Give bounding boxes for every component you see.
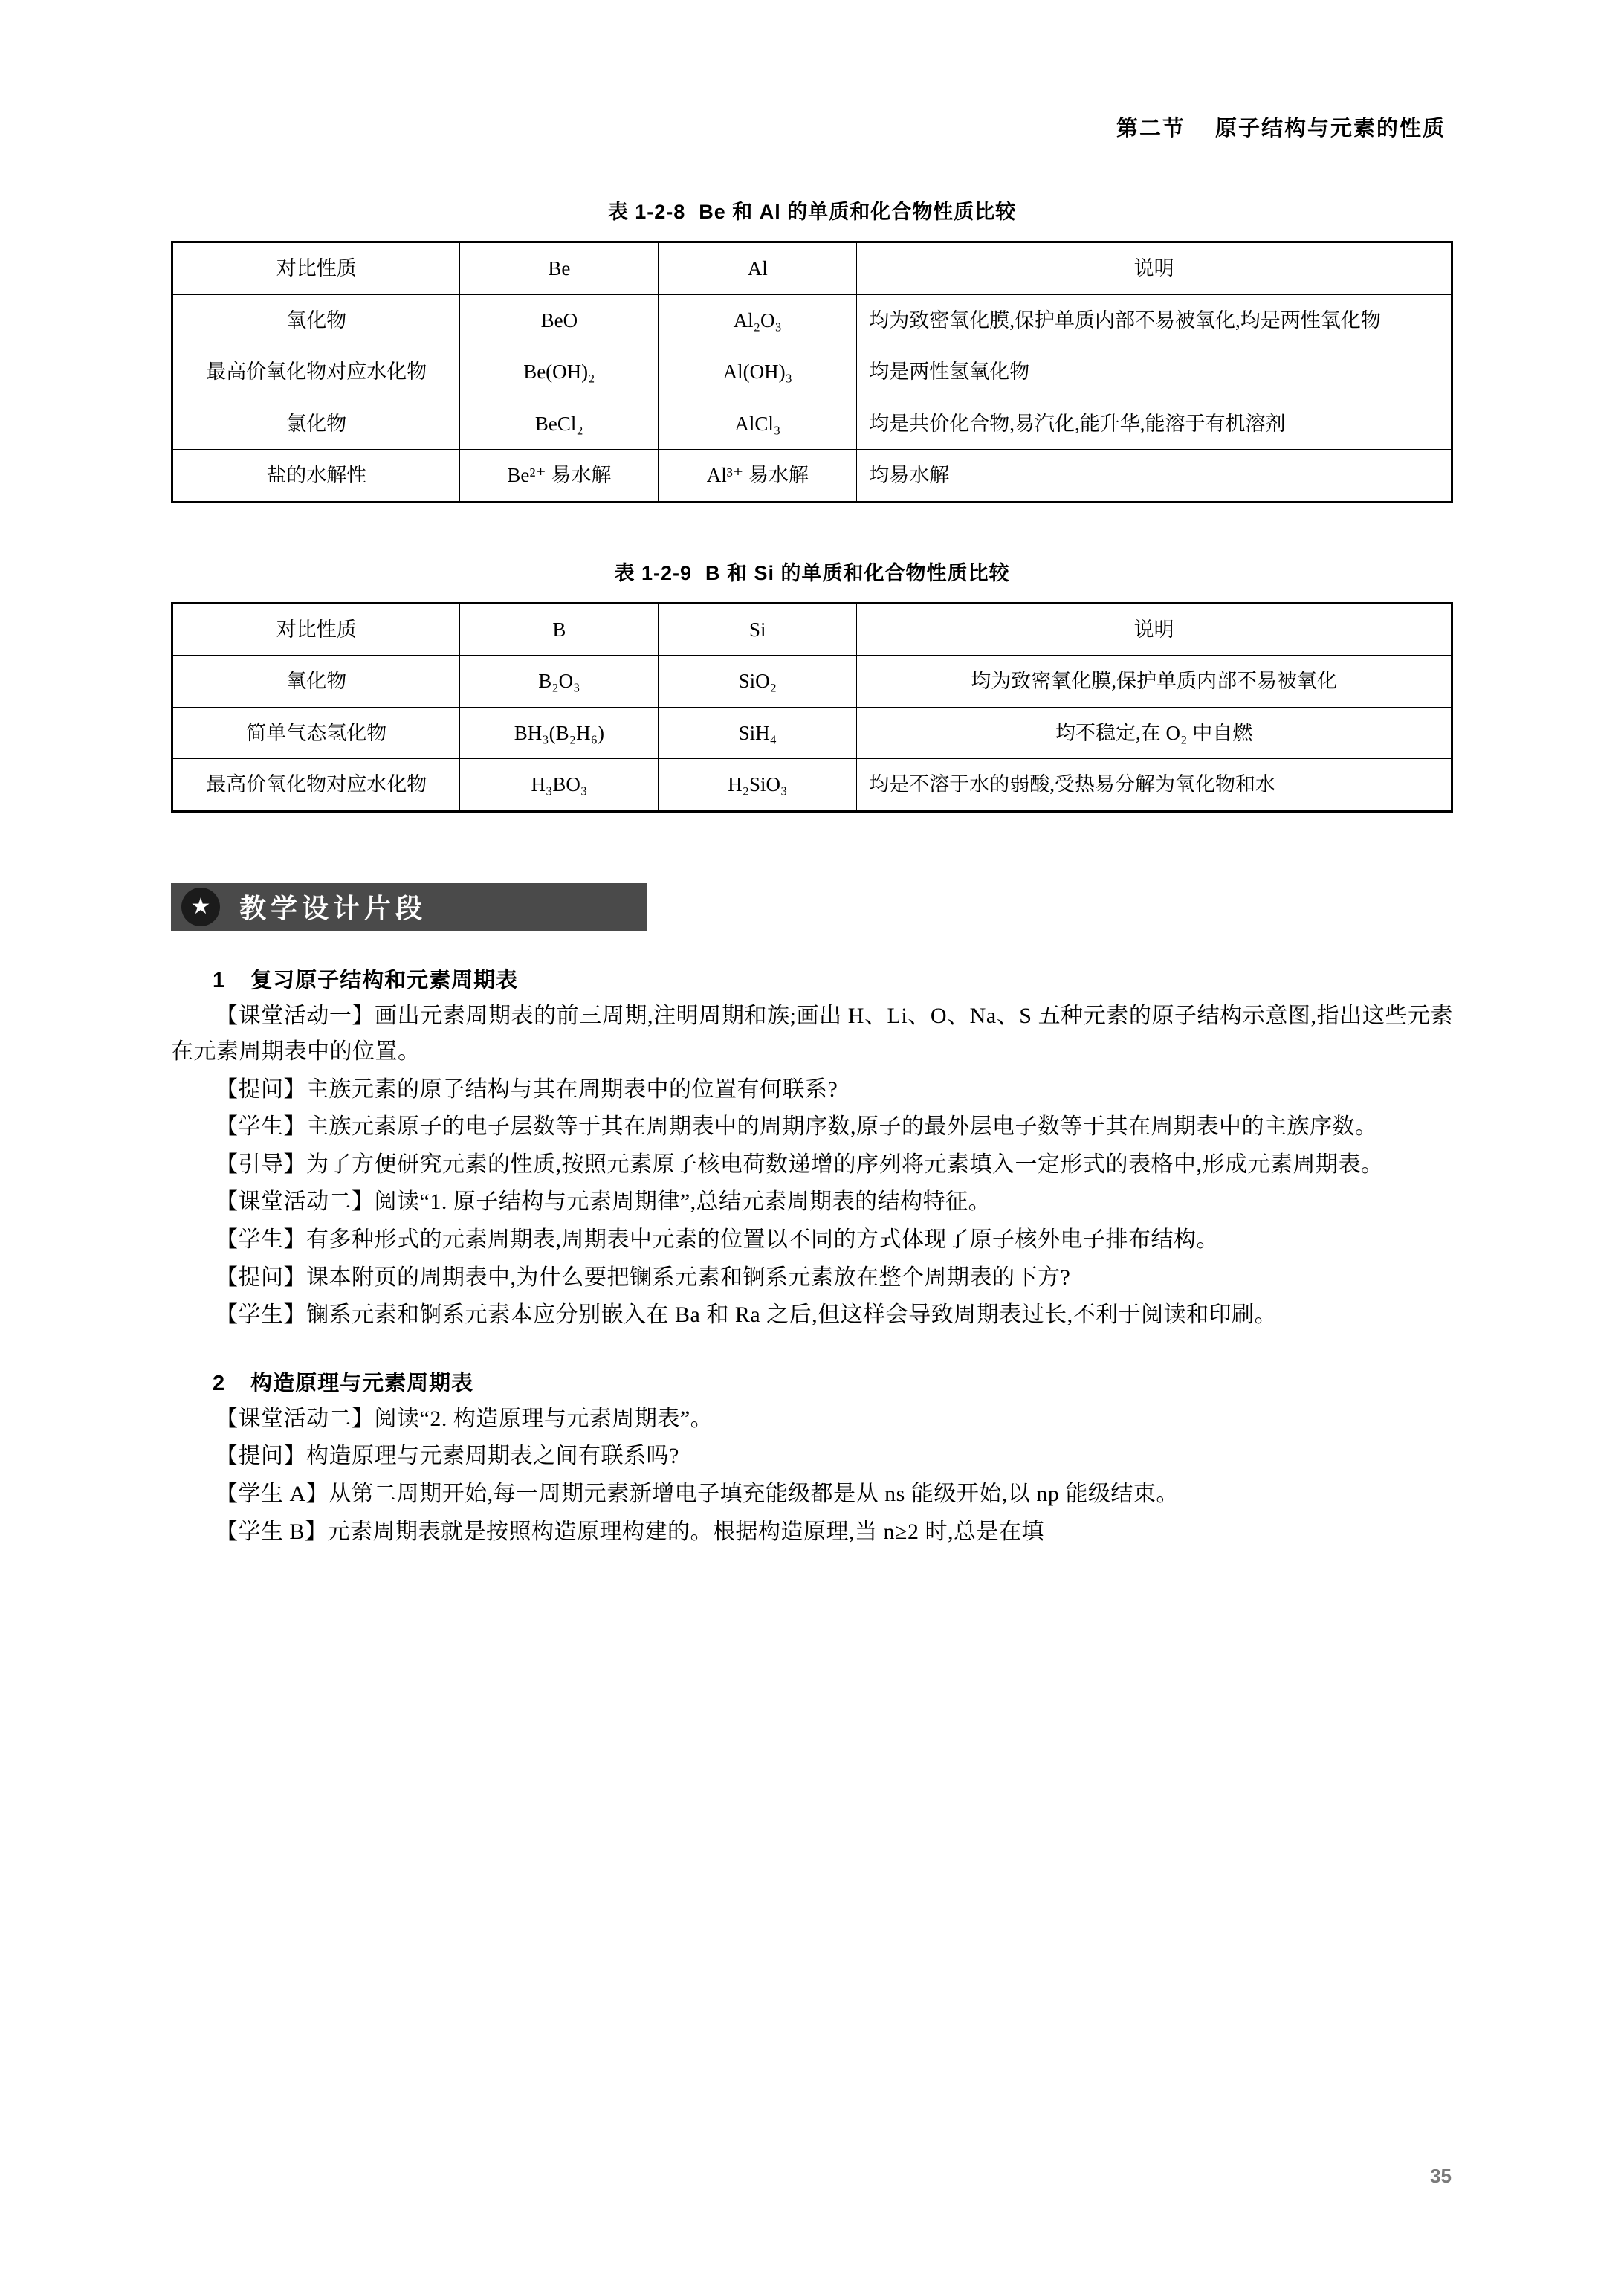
table2-cell-prop: 氧化物 xyxy=(172,656,460,708)
table-row xyxy=(172,346,1452,398)
table-be-al xyxy=(171,241,1453,503)
table-row xyxy=(172,450,1452,503)
table1-cell-prop: 氧化物 xyxy=(172,294,460,346)
star-icon: ★ xyxy=(181,888,220,926)
table1-cell-al: Al(OH)₃ xyxy=(659,346,857,398)
table2-cell-prop: 最高价氧化物对应水化物 xyxy=(172,759,460,812)
table2-cell-note: 均不稳定,在 O₂ 中自燃 xyxy=(857,707,1452,759)
table-row xyxy=(172,707,1452,759)
table-b-si xyxy=(171,602,1453,813)
section-heading-2 xyxy=(171,1366,1453,1397)
table2-cell-si: SiH₄ xyxy=(659,707,857,759)
table2-cell-b: BH₃(B₂H₆) xyxy=(460,707,659,759)
header-title: 原子结构与元素的性质 xyxy=(1214,117,1446,141)
table1-caption xyxy=(171,196,1453,225)
table2-cell-prop: 简单气态氢化物 xyxy=(172,707,460,759)
table1-header-note: 说明 xyxy=(857,242,1452,295)
section-banner xyxy=(171,883,1453,931)
table2-caption-text: B 和 Si 的单质和化合物性质比较 xyxy=(705,561,1010,584)
table1-caption-number: 表 1-2-8 xyxy=(607,201,686,223)
table2-caption xyxy=(171,557,1453,586)
section-number-2: 2 xyxy=(213,1371,226,1395)
table2-caption-number: 表 1-2-9 xyxy=(614,561,693,584)
section-title-2: 构造原理与元素周期表 xyxy=(250,1371,474,1395)
table1-cell-al: Al₂O₃ xyxy=(659,294,857,346)
paragraph: 【学生 B】元素周期表就是按照构造原理构建的。根据构造原理,当 n≥2 时,总是在填 xyxy=(216,1519,1044,1544)
table1-cell-note: 均为致密氧化膜,保护单质内部不易被氧化,均是两性氧化物 xyxy=(857,294,1452,346)
table2-cell-note: 均为致密氧化膜,保护单质内部不易被氧化 xyxy=(857,656,1452,708)
header-section-label: 第二节 xyxy=(1116,117,1185,141)
paragraph: 【课堂活动一】画出元素周期表的前三周期,注明周期和族;画出 H、Li、O、Na、S 五种元素的原子结构示意图,指出这些元素在元素周期表中的位置。 xyxy=(171,1003,1453,1065)
table1-caption-text: Be 和 Al 的单质和化合物性质比较 xyxy=(699,201,1017,223)
table-row xyxy=(172,603,1452,656)
paragraph: 【学生】主族元素原子的电子层数等于其在周期表中的周期序数,原子的最外层电子数等于其在周期表中的主族序数。 xyxy=(216,1114,1378,1140)
table2-cell-si: H₂SiO₃ xyxy=(659,759,857,812)
section-heading-1 xyxy=(171,963,1453,994)
paragraph: 【提问】主族元素的原子结构与其在周期表中的位置有何联系? xyxy=(216,1076,838,1102)
table1-cell-note: 均易水解 xyxy=(857,450,1452,503)
table2-header-note: 说明 xyxy=(857,603,1452,656)
table2-cell-note: 均是不溶于水的弱酸,受热易分解为氧化物和水 xyxy=(857,759,1452,812)
paragraph: 【课堂活动二】阅读“2. 构造原理与元素周期表”。 xyxy=(216,1406,714,1431)
paragraph: 【提问】构造原理与元素周期表之间有联系吗? xyxy=(216,1444,679,1469)
paragraph: 【课堂活动二】阅读“1. 原子结构与元素周期律”,总结元素周期表的结构特征。 xyxy=(216,1189,991,1215)
table1-header-prop: 对比性质 xyxy=(172,242,460,295)
table2-header-prop: 对比性质 xyxy=(172,603,460,656)
paragraph: 【提问】课本附页的周期表中,为什么要把镧系元素和锕系元素放在整个周期表的下方? xyxy=(216,1265,1071,1290)
table1-header-al: Al xyxy=(659,242,857,295)
table1-cell-be: BeCl₂ xyxy=(460,398,659,450)
running-header xyxy=(171,0,1453,142)
table1-cell-prop: 盐的水解性 xyxy=(172,450,460,503)
table2-cell-b: B₂O₃ xyxy=(460,656,659,708)
section-number-1: 1 xyxy=(213,968,226,992)
table1-cell-be: BeO xyxy=(460,294,659,346)
table1-cell-al: AlCl₃ xyxy=(659,398,857,450)
paragraph: 【学生】镧系元素和锕系元素本应分别嵌入在 Ba 和 Ra 之后,但这样会导致周期表过长,不利于阅读和印刷。 xyxy=(216,1302,1278,1328)
table2-header-b: B xyxy=(460,603,659,656)
table2-cell-b: H₃BO₃ xyxy=(460,759,659,812)
table2-header-si: Si xyxy=(659,603,857,656)
table1-cell-prop: 氯化物 xyxy=(172,398,460,450)
table2-cell-si: SiO₂ xyxy=(659,656,857,708)
paragraph: 【学生 A】从第二周期开始,每一周期元素新增电子填充能级都是从 ns 能级开始,以 np 能级结束。 xyxy=(216,1482,1179,1507)
paragraph: 【引导】为了方便研究元素的性质,按照元素原子核电荷数递增的序列将元素填入一定形式的表格中,形成元素周期表。 xyxy=(216,1152,1384,1177)
table-row xyxy=(172,656,1452,708)
table1-cell-be: Be²⁺ 易水解 xyxy=(460,450,659,503)
table-row xyxy=(172,242,1452,295)
banner-title: 教学设计片段 xyxy=(239,893,427,923)
table-row xyxy=(172,759,1452,812)
table1-cell-al: Al³⁺ 易水解 xyxy=(659,450,857,503)
table-row xyxy=(172,398,1452,450)
table1-header-be: Be xyxy=(460,242,659,295)
section-title-1: 复习原子结构和元素周期表 xyxy=(250,968,519,992)
table1-cell-note: 均是共价化合物,易汽化,能升华,能溶于有机溶剂 xyxy=(857,398,1452,450)
page-number: 35 xyxy=(1430,2165,1452,2187)
paragraph: 【学生】有多种形式的元素周期表,周期表中元素的位置以不同的方式体现了原子核外电子排布结构。 xyxy=(216,1227,1219,1253)
table-row xyxy=(172,294,1452,346)
table1-cell-be: Be(OH)₂ xyxy=(460,346,659,398)
table1-cell-note: 均是两性氢氧化物 xyxy=(857,346,1452,398)
table1-cell-prop: 最高价氧化物对应水化物 xyxy=(172,346,460,398)
